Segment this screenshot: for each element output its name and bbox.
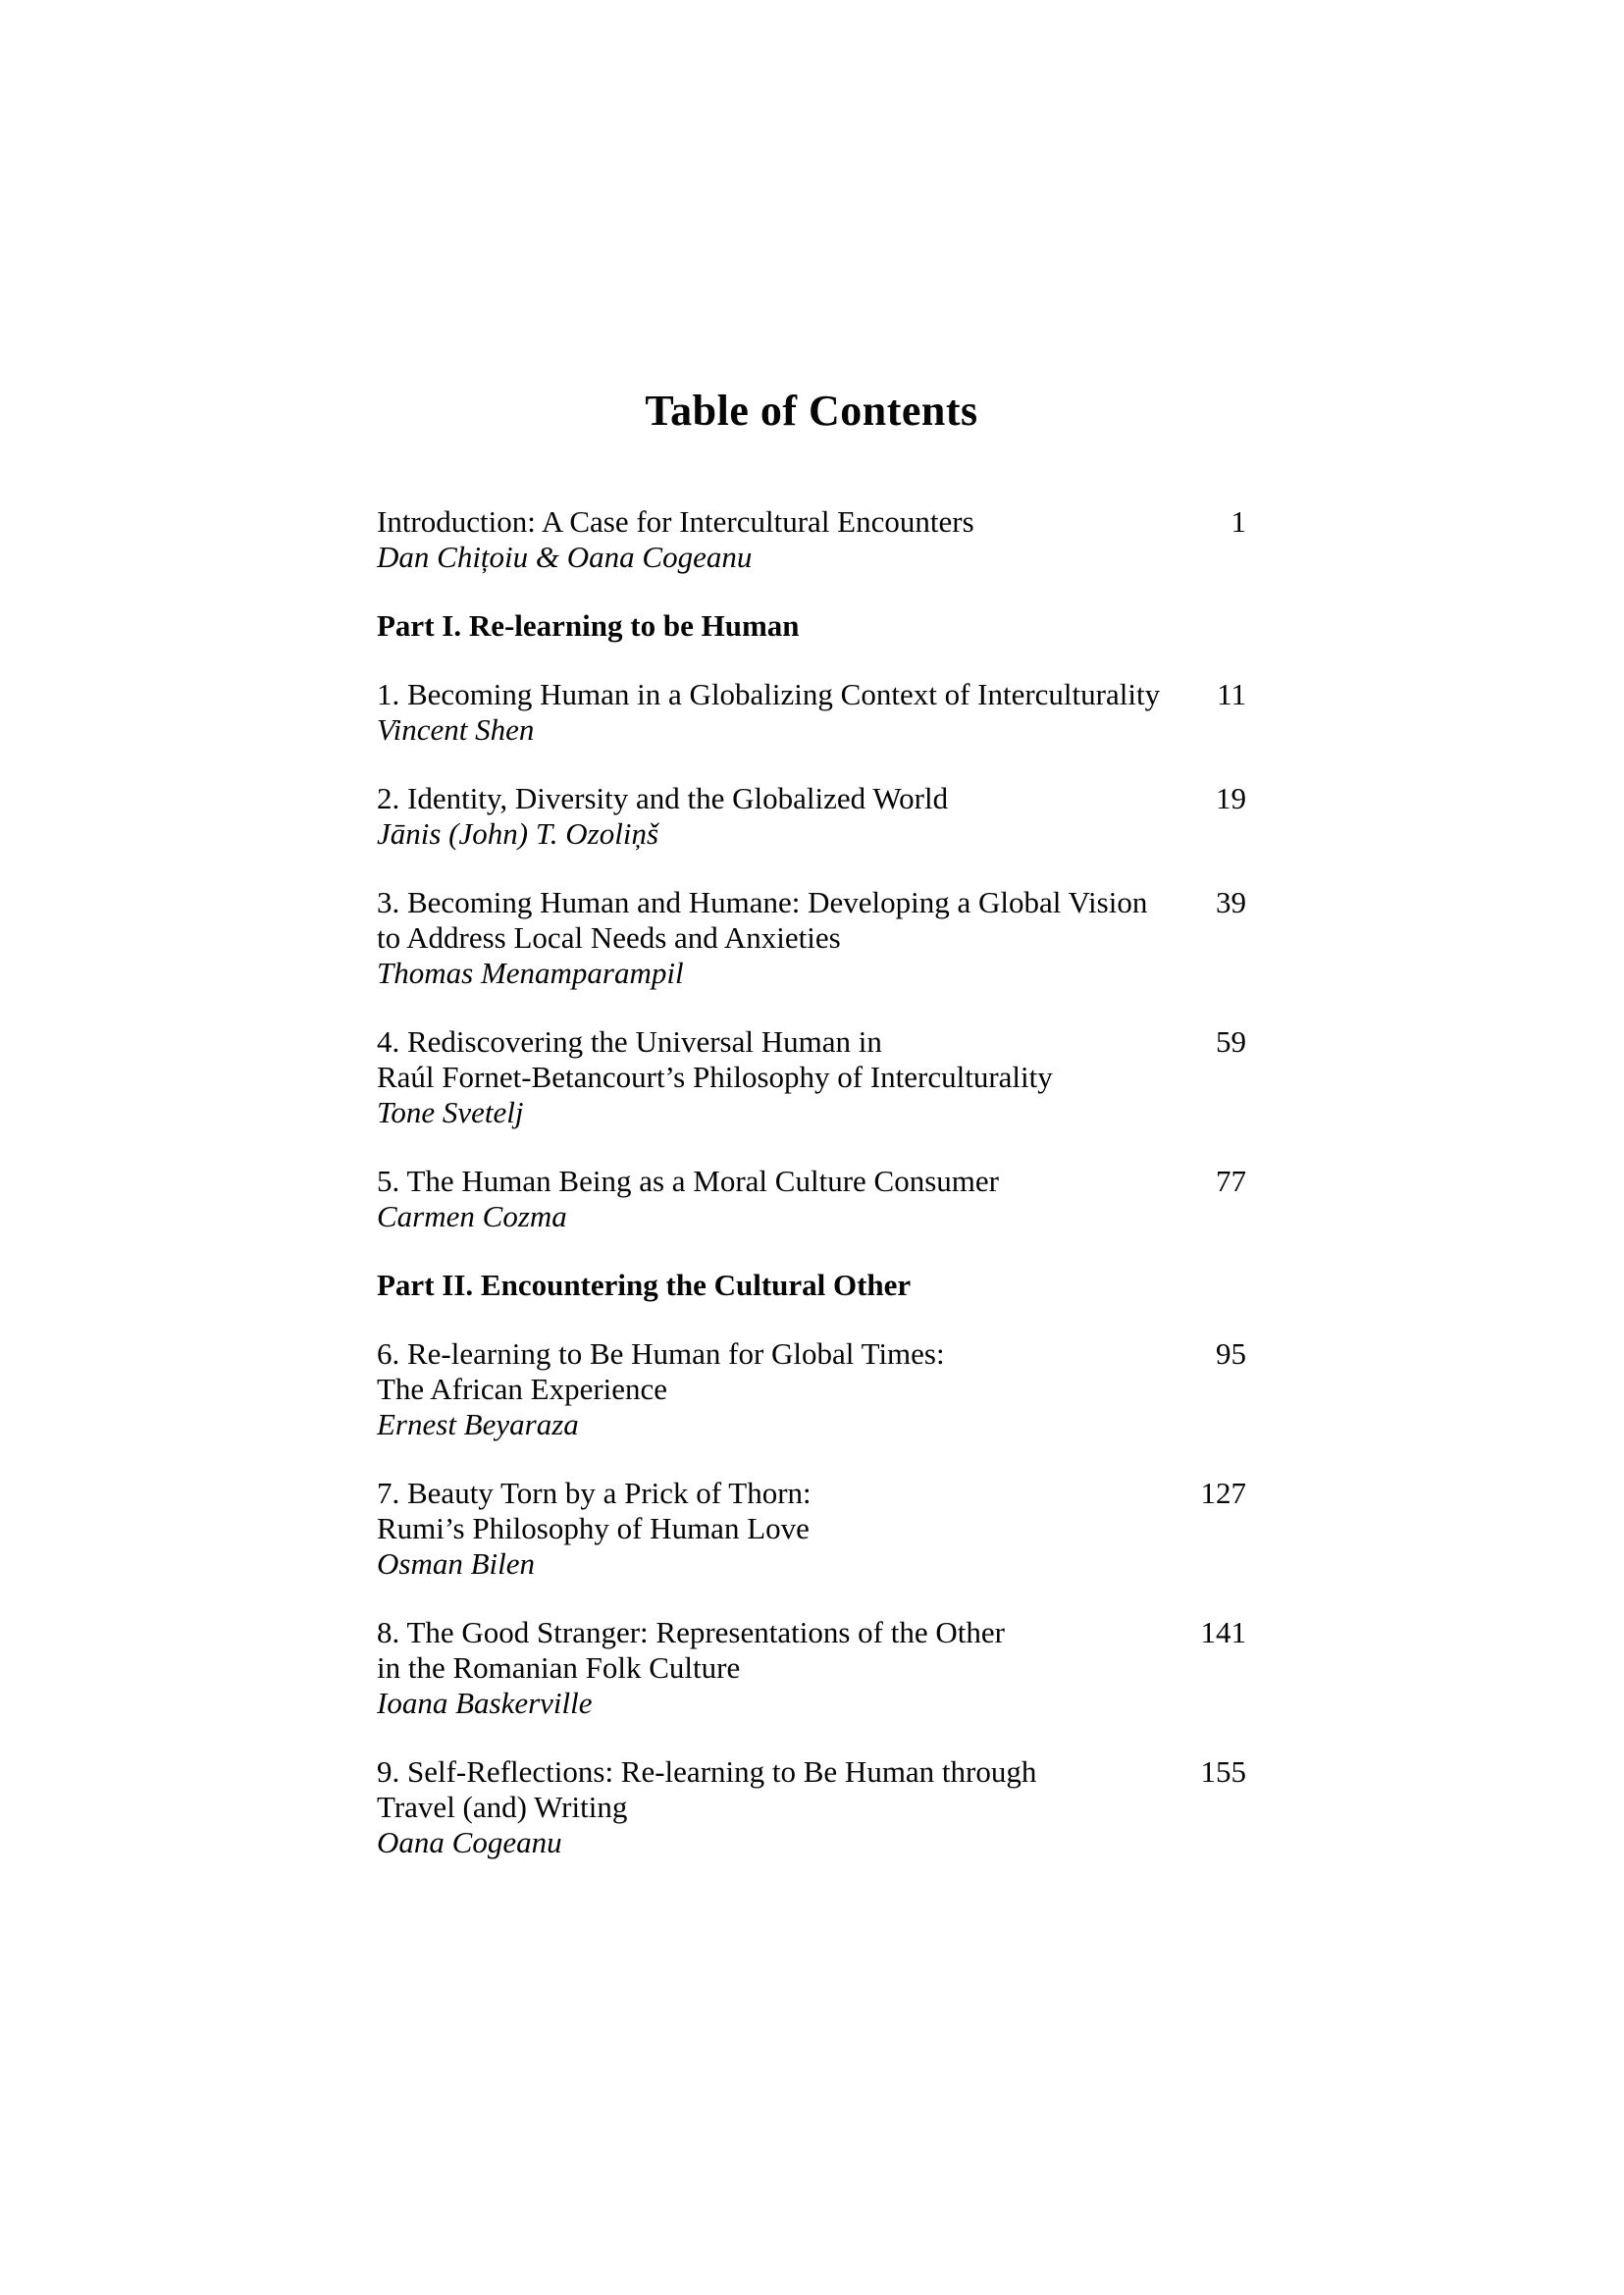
entry-title-line: Introduction: A Case for Intercultural Encounters bbox=[377, 504, 974, 539]
toc-entry bbox=[377, 504, 1246, 575]
entry-title-line: 7. Beauty Torn by a Prick of Thorn: bbox=[377, 1476, 812, 1510]
entry-author: Ioana Baskerville bbox=[377, 1686, 593, 1720]
entry-title-line: The African Experience bbox=[377, 1372, 668, 1406]
entry-title-line: 1. Becoming Human in a Globalizing Context of Interculturality bbox=[377, 677, 1161, 711]
part-heading: Part II. Encountering the Cultural Other bbox=[377, 1268, 912, 1302]
entry-title bbox=[377, 1615, 1005, 1686]
entry-title-line: 2. Identity, Diversity and the Globalized World bbox=[377, 781, 949, 815]
entry-text bbox=[377, 781, 948, 852]
toc-entry bbox=[377, 885, 1246, 991]
toc-entry bbox=[377, 677, 1246, 748]
entry-title-line: 3. Becoming Human and Humane: Developing a Global Vision bbox=[377, 885, 1148, 919]
entry-page-number: 39 bbox=[1216, 885, 1246, 919]
entry-author: Osman Bilen bbox=[377, 1546, 536, 1581]
entry-title bbox=[377, 781, 948, 816]
entry-page-number: 19 bbox=[1216, 781, 1246, 815]
entry-text bbox=[377, 1336, 945, 1442]
toc-entries bbox=[377, 504, 1246, 1860]
entry-title-line: 5. The Human Being as a Moral Culture Consumer bbox=[377, 1164, 999, 1198]
entry-title-line: 9. Self-Reflections: Re-learning to Be Human through bbox=[377, 1754, 1037, 1789]
entry-page-number: 11 bbox=[1217, 677, 1246, 711]
entry-title bbox=[377, 1754, 1036, 1825]
entry-author: Vincent Shen bbox=[377, 712, 535, 747]
toc-entry bbox=[377, 1024, 1246, 1130]
toc-entry bbox=[377, 1476, 1246, 1582]
entry-title-line: 6. Re-learning to Be Human for Global Times: bbox=[377, 1336, 945, 1371]
entry-text bbox=[377, 1476, 812, 1582]
entry-author: Thomas Menamparampil bbox=[377, 956, 684, 990]
entry-text bbox=[377, 1615, 1005, 1721]
entry-title bbox=[377, 885, 1148, 956]
entry-page-number: 77 bbox=[1216, 1164, 1246, 1198]
entry-title bbox=[377, 1024, 1053, 1095]
toc-entry bbox=[377, 1336, 1246, 1442]
entry-page-number: 155 bbox=[1200, 1754, 1246, 1789]
entry-title bbox=[377, 677, 1161, 712]
entry-title bbox=[377, 1336, 945, 1407]
entry-author: Dan Chițoiu & Oana Cogeanu bbox=[377, 540, 753, 574]
entry-title-line: Raúl Fornet-Betancourt’s Philosophy of Interculturality bbox=[377, 1060, 1053, 1094]
entry-text bbox=[377, 1024, 1053, 1130]
entry-page-number: 1 bbox=[1231, 504, 1246, 539]
entry-title bbox=[377, 504, 974, 540]
entry-title bbox=[377, 1476, 812, 1546]
entry-text bbox=[377, 885, 1148, 991]
entry-author: Carmen Cozma bbox=[377, 1199, 567, 1233]
entry-title-line: 4. Rediscovering the Universal Human in bbox=[377, 1024, 882, 1059]
entry-author: Ernest Beyaraza bbox=[377, 1407, 579, 1441]
toc-entry bbox=[377, 1164, 1246, 1234]
entry-title-line: to Address Local Needs and Anxieties bbox=[377, 920, 841, 955]
toc-entry bbox=[377, 1615, 1246, 1721]
entry-title-line: in the Romanian Folk Culture bbox=[377, 1650, 741, 1685]
entry-author: Oana Cogeanu bbox=[377, 1825, 562, 1859]
entry-page-number: 127 bbox=[1200, 1476, 1246, 1510]
entry-page-number: 141 bbox=[1200, 1615, 1246, 1649]
entry-text bbox=[377, 504, 974, 575]
toc-entry bbox=[377, 781, 1246, 852]
entry-title bbox=[377, 1164, 999, 1199]
entry-text bbox=[377, 1754, 1036, 1860]
entry-author: Jānis (John) T. Ozoliņš bbox=[377, 816, 659, 851]
entry-text bbox=[377, 1164, 999, 1234]
entry-title-line: 8. The Good Stranger: Representations of the Other bbox=[377, 1615, 1005, 1649]
entry-page-number: 95 bbox=[1216, 1336, 1246, 1371]
entry-page-number: 59 bbox=[1216, 1024, 1246, 1059]
entry-text bbox=[377, 677, 1161, 748]
part-heading: Part I. Re-learning to be Human bbox=[377, 608, 800, 643]
entry-title-line: Rumi’s Philosophy of Human Love bbox=[377, 1511, 810, 1545]
toc-entry bbox=[377, 1754, 1246, 1860]
entry-author: Tone Svetelj bbox=[377, 1095, 524, 1129]
page-title: Table of Contents bbox=[645, 387, 978, 435]
entry-title-line: Travel (and) Writing bbox=[377, 1790, 628, 1824]
